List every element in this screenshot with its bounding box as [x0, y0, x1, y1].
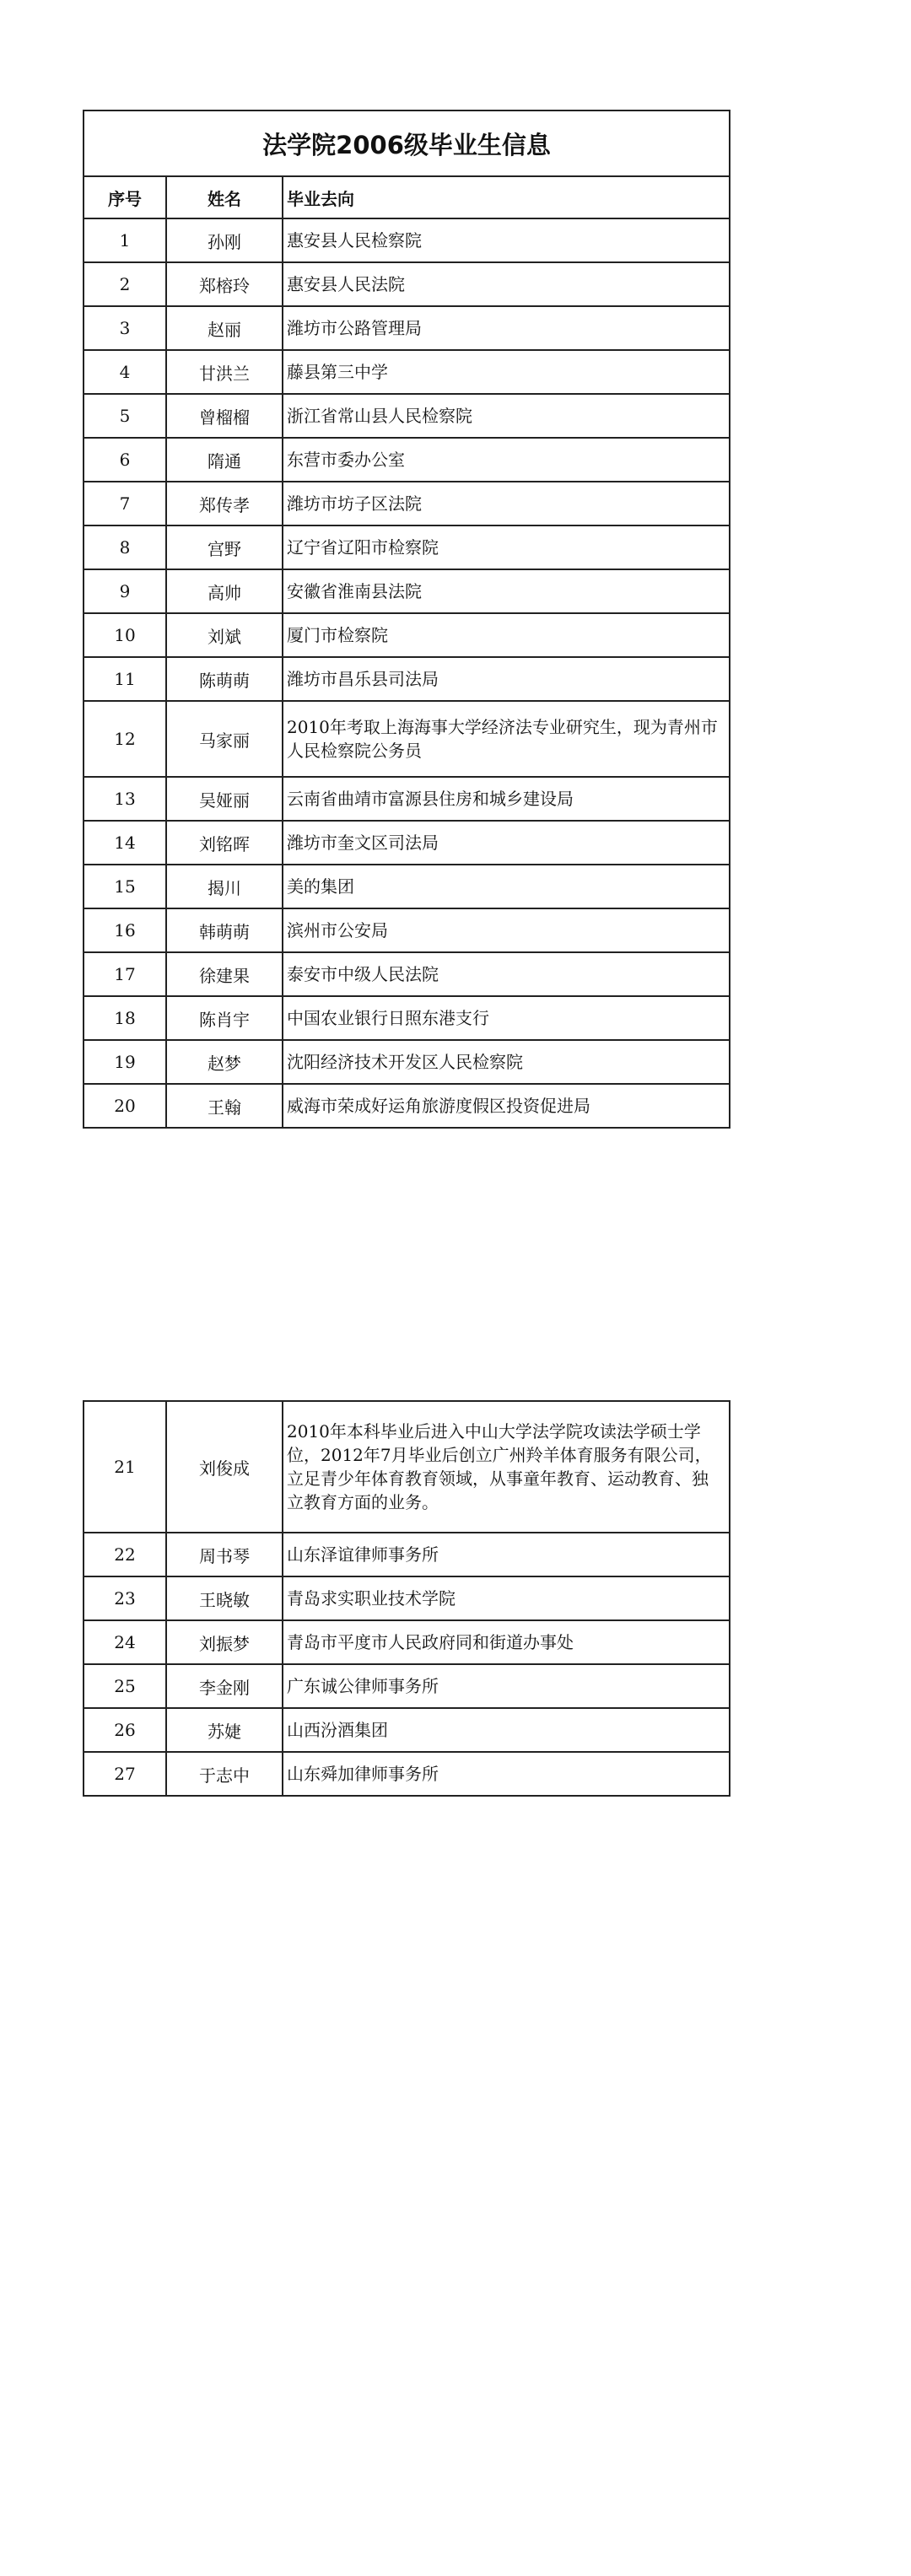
cell-no: 25	[84, 1664, 166, 1708]
table-row	[84, 1752, 730, 1796]
table-row	[84, 438, 730, 482]
header-name: 姓名	[166, 176, 283, 218]
cell-no: 8	[84, 525, 166, 569]
cell-destination: 辽宁省辽阳市检察院	[283, 525, 730, 569]
cell-name: 隋通	[166, 438, 283, 482]
page-title: 法学院2006级毕业生信息	[84, 110, 730, 176]
cell-name: 孙刚	[166, 218, 283, 262]
table-row	[84, 821, 730, 865]
cell-no: 21	[84, 1401, 166, 1533]
cell-destination: 惠安县人民法院	[283, 262, 730, 306]
cell-no: 20	[84, 1084, 166, 1128]
cell-destination: 2010年考取上海海事大学经济法专业研究生，现为青州市人民检察院公务员	[283, 701, 730, 777]
table-row	[84, 482, 730, 525]
cell-destination: 威海市荣成好运角旅游度假区投资促进局	[283, 1084, 730, 1128]
cell-no: 1	[84, 218, 166, 262]
cell-destination: 安徽省淮南县法院	[283, 569, 730, 613]
cell-no: 2	[84, 262, 166, 306]
cell-destination: 东营市委办公室	[283, 438, 730, 482]
cell-no: 3	[84, 306, 166, 350]
cell-name: 刘斌	[166, 613, 283, 657]
cell-destination: 山东泽谊律师事务所	[283, 1533, 730, 1576]
cell-no: 24	[84, 1620, 166, 1664]
table-row	[84, 1401, 730, 1533]
cell-no: 17	[84, 952, 166, 996]
graduates-table-page-2	[83, 1400, 730, 1797]
cell-destination: 中国农业银行日照东港支行	[283, 996, 730, 1040]
cell-name: 赵丽	[166, 306, 283, 350]
table-row	[84, 525, 730, 569]
cell-destination: 云南省曲靖市富源县住房和城乡建设局	[283, 777, 730, 821]
cell-name: 郑传孝	[166, 482, 283, 525]
table-row	[84, 657, 730, 701]
cell-no: 13	[84, 777, 166, 821]
cell-destination: 2010年本科毕业后进入中山大学法学院攻读法学硕士学位，2012年7月毕业后创立广州羚羊体育服务有限公司，立足青少年体育教育领域，从事童年教育、运动教育、独立教育方面的业务。	[283, 1401, 730, 1533]
cell-name: 陈肖宇	[166, 996, 283, 1040]
cell-no: 11	[84, 657, 166, 701]
cell-destination: 泰安市中级人民法院	[283, 952, 730, 996]
cell-no: 27	[84, 1752, 166, 1796]
table-row	[84, 1576, 730, 1620]
cell-no: 9	[84, 569, 166, 613]
cell-name: 李金刚	[166, 1664, 283, 1708]
cell-destination: 滨州市公安局	[283, 908, 730, 952]
table-row	[84, 569, 730, 613]
table-row	[84, 1664, 730, 1708]
cell-name: 马家丽	[166, 701, 283, 777]
table-row	[84, 613, 730, 657]
cell-destination: 潍坊市昌乐县司法局	[283, 657, 730, 701]
table-row	[84, 1084, 730, 1128]
cell-destination: 厦门市检察院	[283, 613, 730, 657]
cell-name: 王翰	[166, 1084, 283, 1128]
cell-name: 韩萌萌	[166, 908, 283, 952]
table-row	[84, 1708, 730, 1752]
cell-name: 宫野	[166, 525, 283, 569]
cell-no: 15	[84, 865, 166, 908]
cell-no: 23	[84, 1576, 166, 1620]
cell-name: 周书琴	[166, 1533, 283, 1576]
cell-no: 12	[84, 701, 166, 777]
table-row	[84, 394, 730, 438]
cell-destination: 山东舜加律师事务所	[283, 1752, 730, 1796]
header-row	[84, 176, 730, 218]
title-row	[84, 110, 730, 176]
cell-name: 陈萌萌	[166, 657, 283, 701]
cell-name: 刘铭晖	[166, 821, 283, 865]
cell-no: 7	[84, 482, 166, 525]
table-row	[84, 952, 730, 996]
cell-no: 14	[84, 821, 166, 865]
table-row	[84, 1533, 730, 1576]
cell-name: 郑榕玲	[166, 262, 283, 306]
table-row	[84, 262, 730, 306]
cell-no: 26	[84, 1708, 166, 1752]
cell-no: 18	[84, 996, 166, 1040]
header-destination: 毕业去向	[283, 176, 730, 218]
cell-name: 高帅	[166, 569, 283, 613]
cell-destination: 山西汾酒集团	[283, 1708, 730, 1752]
cell-name: 苏婕	[166, 1708, 283, 1752]
table-row	[84, 996, 730, 1040]
cell-name: 刘俊成	[166, 1401, 283, 1533]
cell-name: 曾榴榴	[166, 394, 283, 438]
cell-no: 5	[84, 394, 166, 438]
cell-name: 徐建果	[166, 952, 283, 996]
cell-name: 吴娅丽	[166, 777, 283, 821]
cell-name: 王晓敏	[166, 1576, 283, 1620]
cell-no: 6	[84, 438, 166, 482]
cell-destination: 潍坊市坊子区法院	[283, 482, 730, 525]
cell-no: 16	[84, 908, 166, 952]
cell-name: 刘振梦	[166, 1620, 283, 1664]
cell-destination: 青岛市平度市人民政府同和街道办事处	[283, 1620, 730, 1664]
cell-no: 22	[84, 1533, 166, 1576]
cell-destination: 惠安县人民检察院	[283, 218, 730, 262]
cell-destination: 广东诚公律师事务所	[283, 1664, 730, 1708]
table-row	[84, 777, 730, 821]
cell-destination: 青岛求实职业技术学院	[283, 1576, 730, 1620]
cell-destination: 潍坊市公路管理局	[283, 306, 730, 350]
cell-name: 于志中	[166, 1752, 283, 1796]
table-row	[84, 701, 730, 777]
cell-no: 10	[84, 613, 166, 657]
cell-destination: 藤县第三中学	[283, 350, 730, 394]
cell-name: 揭川	[166, 865, 283, 908]
cell-destination: 潍坊市奎文区司法局	[283, 821, 730, 865]
table-row	[84, 218, 730, 262]
table-row	[84, 1620, 730, 1664]
cell-no: 4	[84, 350, 166, 394]
cell-destination: 美的集团	[283, 865, 730, 908]
cell-name: 甘洪兰	[166, 350, 283, 394]
cell-destination: 沈阳经济技术开发区人民检察院	[283, 1040, 730, 1084]
cell-name: 赵梦	[166, 1040, 283, 1084]
table-row	[84, 1040, 730, 1084]
table-row	[84, 908, 730, 952]
table-row	[84, 350, 730, 394]
cell-no: 19	[84, 1040, 166, 1084]
header-no: 序号	[84, 176, 166, 218]
cell-destination: 浙江省常山县人民检察院	[283, 394, 730, 438]
table-row	[84, 865, 730, 908]
graduates-table-page-1	[83, 110, 730, 1129]
table-row	[84, 306, 730, 350]
